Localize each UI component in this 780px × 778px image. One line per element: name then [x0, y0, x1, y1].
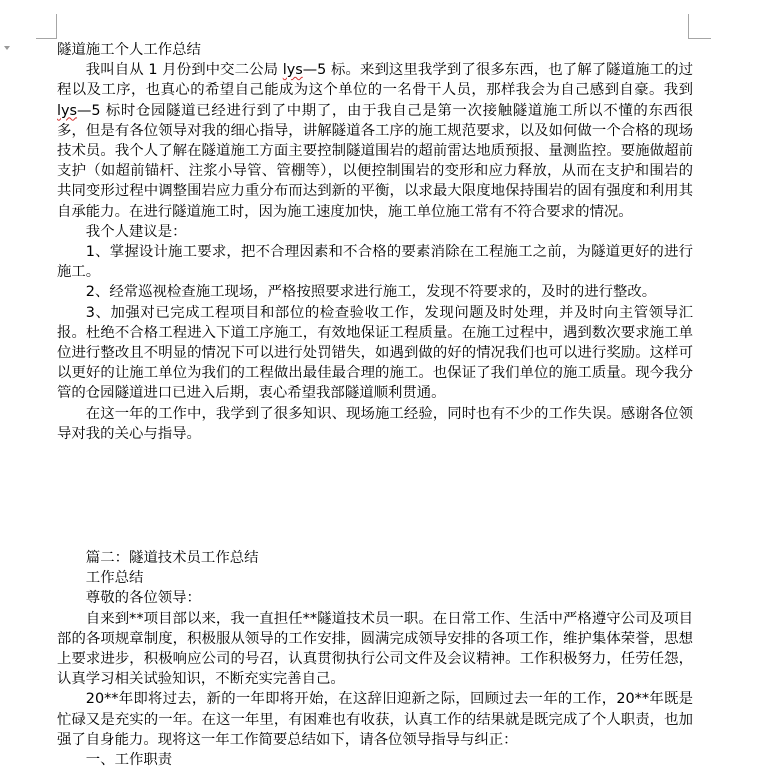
section-subheading: 工作总结: [85, 570, 144, 587]
page-corner-mark-top-right: [688, 14, 711, 39]
document-body[interactable]: [57, 40, 693, 770]
spellcheck-word: lys: [57, 102, 78, 119]
collapse-triangle-icon[interactable]: [4, 46, 10, 50]
paragraph-closing: 在这一年的工作中，我学到了很多知识、现场施工经验，同时也有不少的工作失误。感谢各位领导对我的关心与指导。: [57, 405, 693, 442]
paragraph-role: 自来到**项目部以来，我一直担任**隧道技术员一职。在日常工作、生活中严格遵守公司及项目部的各项规章制度，积极服从领导的工作安排，圆满完成领导安排的各项工作，维护集体荣誉，思想上要求进步，积极响应公司的号召，认真贯彻执行公司文件及会议精神。工作积极努力，任劳任怨，认真学习相关试验知识，不断充实完善自己。: [57, 610, 693, 688]
document-title: 隧道施工个人工作总结: [57, 42, 201, 58]
blank-space: [57, 444, 693, 548]
paragraph-text: —5 标时仓园隧道已经进行到了中期了，由于我自己是第一次接触隧道施工所以不懂的东西很多，但是有各位领导对我的细心指导，讲解隧道各工序的施工规范要求，以及如何做一个合格的现场技术员。我个人了解在隧道施工方面主要控制隧道围岩的超前雷达地质预报、量测监控。要施做超前支护（如超前锚杆、注浆小导管、管棚等），以便控制围岩的变形和应力释放，从而在支护和围岩的共同变形过程中调整围岩应力重分布而达到新的平衡，以求最大限度地保持围岩的固有强度和利用其自承能力。在进行隧道施工时，因为施工速度加快，施工单位施工常有不符合要求的情况。: [57, 102, 693, 220]
paragraph-suggestion-3: 3、加强对已完成工程项目和部位的检查验收工作，发现问题及时处理，并及时向主管领导汇报。杜绝不合格工程进入下道工序施工，有效地保证工程质量。在施工过程中，遇到数次要求施工单位进行整改且不明显的情况下可以进行处罚错失，如遇到做的好的情况我们也可以进行奖励。这样可以更好的让施工单位为我们的工程做出最佳最合理的施工。也保证了我们单位的施工质量。现今我分管的仓园隧道进口已进入后期，衷心希望我部隧道顺利贯通。: [57, 304, 693, 402]
paragraph-text: —5 标。来到这里我学到了很多东西，也了解了隧道施工的过程以及工序，也真心的希望自己能成为这个单位的一名骨干人员，那样我会为自己感到自豪。我到: [57, 62, 693, 99]
section-heading: 篇二：隧道技术员工作总结: [85, 550, 259, 567]
paragraph-intro: [57, 60, 693, 222]
paragraph-suggestion-2: 2、经常巡视检查施工现场，严格按照要求进行施工，发现不符要求的，及时的进行整改。: [85, 284, 657, 301]
spellcheck-word: lys: [282, 62, 303, 79]
page-corner-mark-top-left: [36, 14, 57, 39]
paragraph-suggestion-lead: 我个人建议是：: [85, 223, 187, 240]
paragraph-text: 我叫自从 1 月份到中交二公局: [85, 62, 283, 79]
salutation: 尊敬的各位领导：: [85, 590, 201, 607]
paragraph-suggestion-1: 1、掌握设计施工要求，把不合理因素和不合格的要素消除在工程施工之前，为隧道更好的进行施工。: [57, 244, 693, 281]
section-title-duties: 一、工作职责: [85, 752, 173, 769]
paragraph-year-review: 20**年即将过去，新的一年即将开始，在这辞旧迎新之际，回顾过去一年的工作，20**年既是忙碌又是充实的一年。在这一年里，有困难也有收获，认真工作的结果就是既完成了个人职责，也加强了自身能力。现将这一年工作简要总结如下，请各位领导指导与纠正：: [57, 691, 693, 748]
